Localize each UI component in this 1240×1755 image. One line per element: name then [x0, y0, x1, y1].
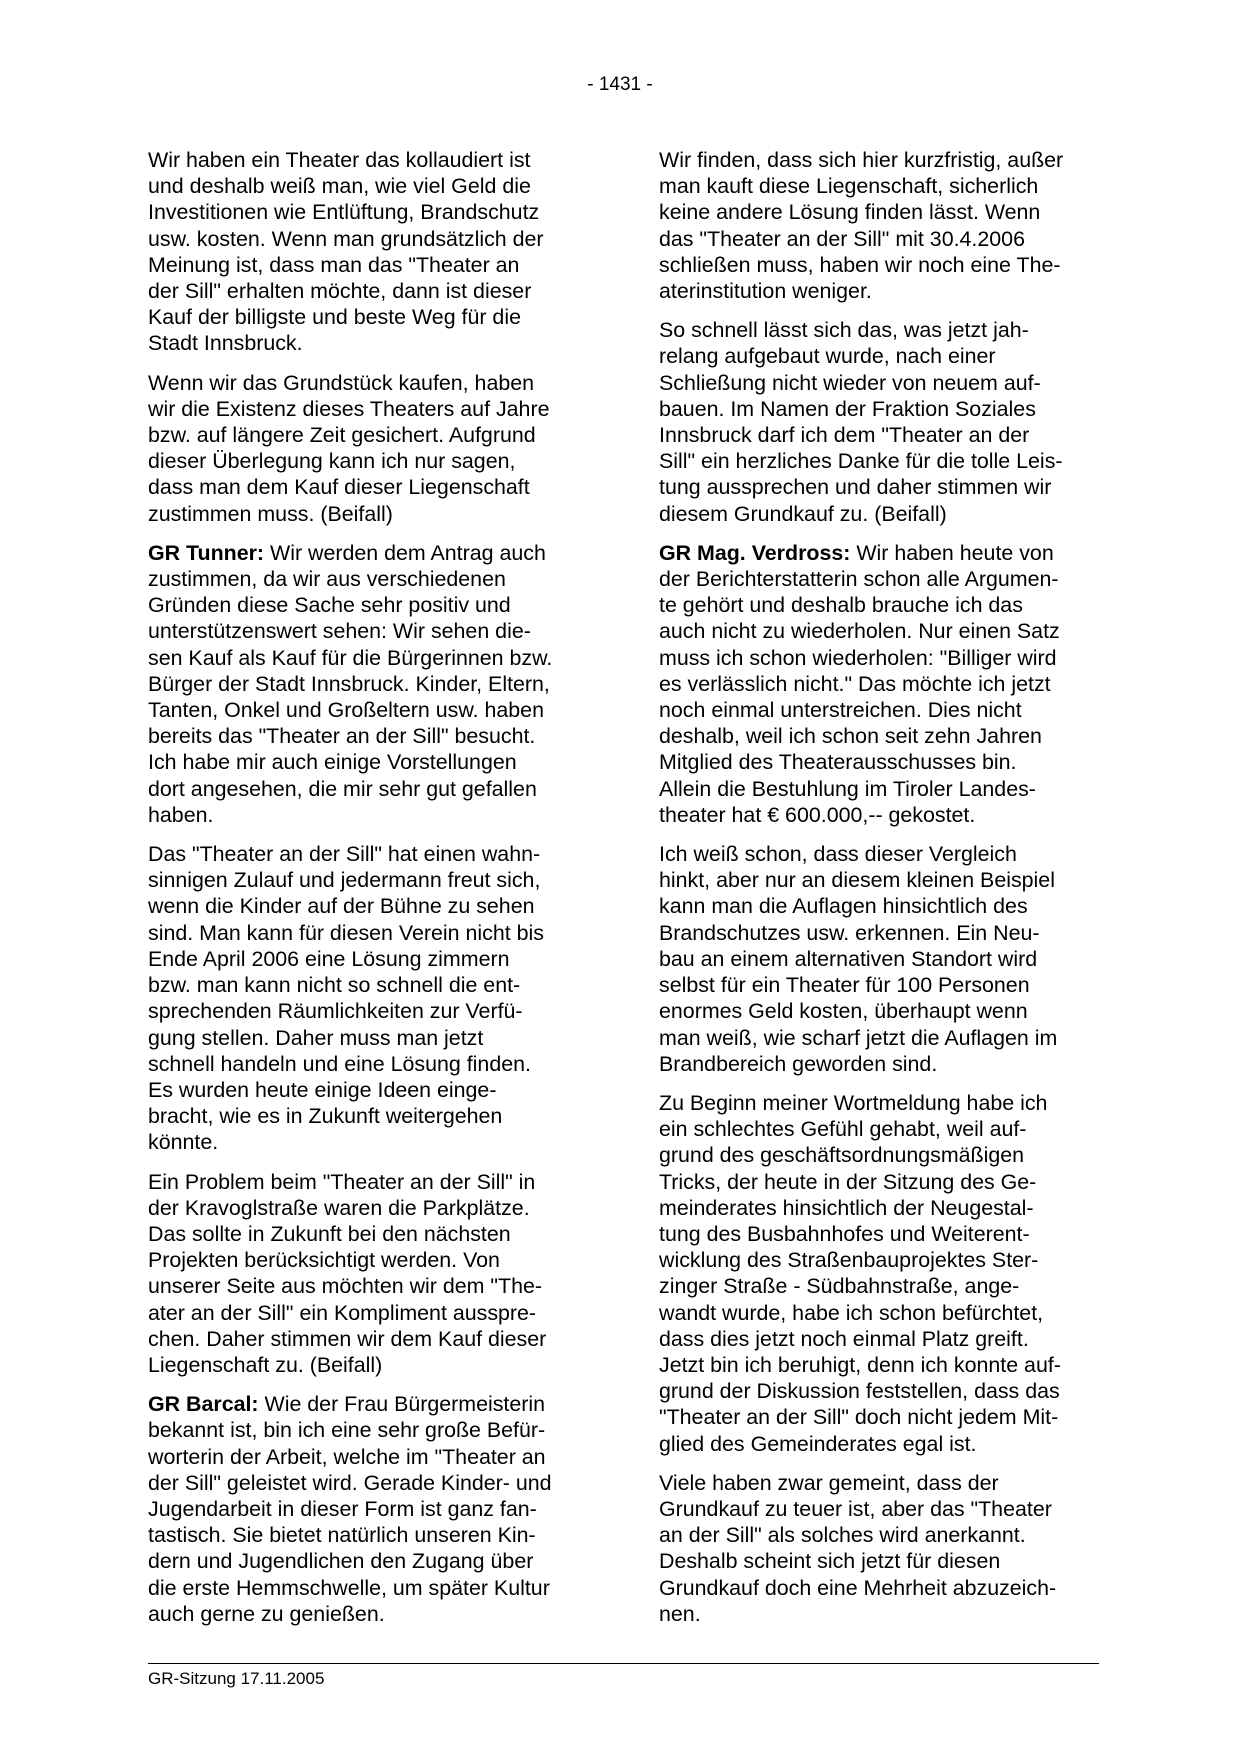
paragraph-text: So schnell lässt sich das, was jetzt jah- relang aufgebaut wurde, nach einer Schließung nicht wieder von neuem auf- bauen. Im Namen der Fraktion Soziales Innsbruck darf ich dem "Theater an der Sill" ein herzliches Danke für die tolle Leis- tung aussprechen und daher stimmen wir diesem Grundkauf zu. (Beifall): [659, 318, 1063, 526]
right-column: [659, 147, 1111, 1640]
paragraph: [148, 370, 600, 527]
paragraph: [659, 147, 1111, 304]
paragraph-text: Wie der Frau Bürgermeisterin bekannt ist, bin ich eine sehr große Befür- worterin der Arbeit, welche im "Theater an der Sill" geleistet wird. Gerade Kinder- und Jugendarbeit in dieser Form ist ganz fan- tastisch. Sie bietet natürlich unseren Kin- dern und Jugendlichen den Zugang über die erste Hemmschwelle, um später Kultur auch gerne zu genießen.: [148, 1392, 552, 1626]
paragraph-text: Zu Beginn meiner Wortmeldung habe ich ein schlechtes Gefühl gehabt, weil auf- grund des geschäftsordnungsmäßigen Tricks, der heute in der Sitzung des Ge- meinderates hinsichtlich der Neugestal- tung des Busbahnhofes und Weiterent- wicklung des Straßenbauprojektes Ster- zinger Straße - Südbahnstraße, ange- wandt wurde, habe ich schon befürchtet, dass dies jetzt noch einmal Platz greift. Jetzt bin ich beruhigt, denn ich konnte auf- grund der Diskussion feststellen, dass das "Theater an der Sill" doch nicht jedem Mit- glied des Gemeinderates egal ist.: [659, 1090, 1061, 1456]
speaker-name: GR Barcal:: [148, 1392, 259, 1417]
speaker-name: GR Mag. Verdross:: [659, 540, 851, 565]
paragraph-text: Wenn wir das Grundstück kaufen, haben wir die Existenz dieses Theaters auf Jahre bzw. auf längere Zeit gesichert. Aufgrund dieser Überlegung kann ich nur sagen, dass man dem Kauf dieser Liegenschaft zustimmen muss. (Beifall): [148, 370, 550, 526]
paragraph: [659, 317, 1111, 527]
paragraph: [148, 540, 600, 828]
paragraph-text: Wir haben heute von der Berichterstatterin schon alle Argumen- te gehört und deshalb brauche ich das auch nicht zu wiederholen. Nur einen Satz muss ich schon wiederholen: "Billiger wird es verlässlich nicht." Das möchte ich jetzt noch einmal unterstreichen. Dies nicht deshalb, weil ich schon seit zehn Jahren Mitglied des Theaterausschusses bin. Allein die Bestuhlung im Tiroler Landes- theater hat € 600.000,-- gekostet.: [659, 540, 1060, 827]
paragraph-text: Ein Problem beim "Theater an der Sill" in der Kravoglstraße waren die Parkplätze. Das sollte in Zukunft bei den nächsten Projekten berücksichtigt werden. Von unserer Seite aus möchten wir dem "The- ater an der Sill" ein Kompliment ausspre- chen. Daher stimmen wir dem Kauf dieser Liegenschaft zu. (Beifall): [148, 1169, 547, 1377]
left-column: [148, 147, 600, 1640]
paragraph: [148, 1169, 600, 1379]
paragraph-text: Wir haben ein Theater das kollaudiert ist und deshalb weiß man, wie viel Geld die Investitionen wie Entlüftung, Brandschutz usw. kosten. Wenn man grundsätzlich der Meinung ist, dass man das "Theater an der Sill" erhalten möchte, dann ist dieser Kauf der billigste und beste Weg für die Stadt Innsbruck.: [148, 148, 544, 356]
paragraph: [148, 147, 600, 357]
paragraph: [659, 841, 1111, 1077]
paragraph-text: Das "Theater an der Sill" hat einen wahn- sinnigen Zulauf und jedermann freut sich, wenn die Kinder auf der Bühne zu sehen sind. Man kann für diesen Verein nicht bis Ende April 2006 eine Lösung zimmern bzw. man kann nicht so schnell die ent- sprechenden Räumlichkeiten zur Verfü- gung stellen. Daher muss man jetzt schnell handeln und eine Lösung finden. Es wurden heute einige Ideen einge- bracht, wie es in Zukunft weitergehen könnte.: [148, 842, 544, 1155]
paragraph: [148, 841, 600, 1155]
paragraph: [148, 1391, 600, 1627]
page-number: - 1431 -: [587, 74, 653, 95]
paragraph: [659, 1470, 1111, 1627]
paragraph-text: Ich weiß schon, dass dieser Vergleich hinkt, aber nur an diesem kleinen Beispiel kann man die Auflagen hinsichtlich des Brandschutzes usw. erkennen. Ein Neu- bau an einem alternativen Standort wird selbst für ein Theater für 100 Personen enormes Geld kosten, überhaupt wenn man weiß, wie scharf jetzt die Auflagen im Brandbereich geworden sind.: [659, 842, 1058, 1076]
footer-session-date: GR-Sitzung 17.11.2005: [148, 1669, 325, 1688]
paragraph-text: Wir werden dem Antrag auch zustimmen, da wir aus verschiedenen Gründen diese Sache sehr positiv und unterstützenswert sehen: Wir sehen die- sen Kauf als Kauf für die Bürgerinnen bzw. Bürger der Stadt Innsbruck. Kinder, Eltern, Tanten, Onkel und Großeltern usw. haben bereits das "Theater an der Sill" besucht. Ich habe mir auch einige Vorstellungen dort angesehen, die mir sehr gut gefallen haben.: [148, 540, 553, 827]
paragraph-text: Viele haben zwar gemeint, dass der Grundkauf zu teuer ist, aber das "Theater an der Sill" als solches wird anerkannt. Deshalb scheint sich jetzt für diesen Grundkauf doch eine Mehrheit abzuzeich- nen.: [659, 1470, 1057, 1626]
paragraph: [659, 1090, 1111, 1457]
paragraph: [659, 540, 1111, 828]
paragraph-text: Wir finden, dass sich hier kurzfristig, außer man kauft diese Liegenschaft, sicherlich keine andere Lösung finden lässt. Wenn das "Theater an der Sill" mit 30.4.2006 schließen muss, haben wir noch eine The- aterinstitution weniger.: [659, 148, 1064, 304]
footer-divider: [148, 1663, 1099, 1664]
speaker-name: GR Tunner:: [148, 540, 265, 565]
